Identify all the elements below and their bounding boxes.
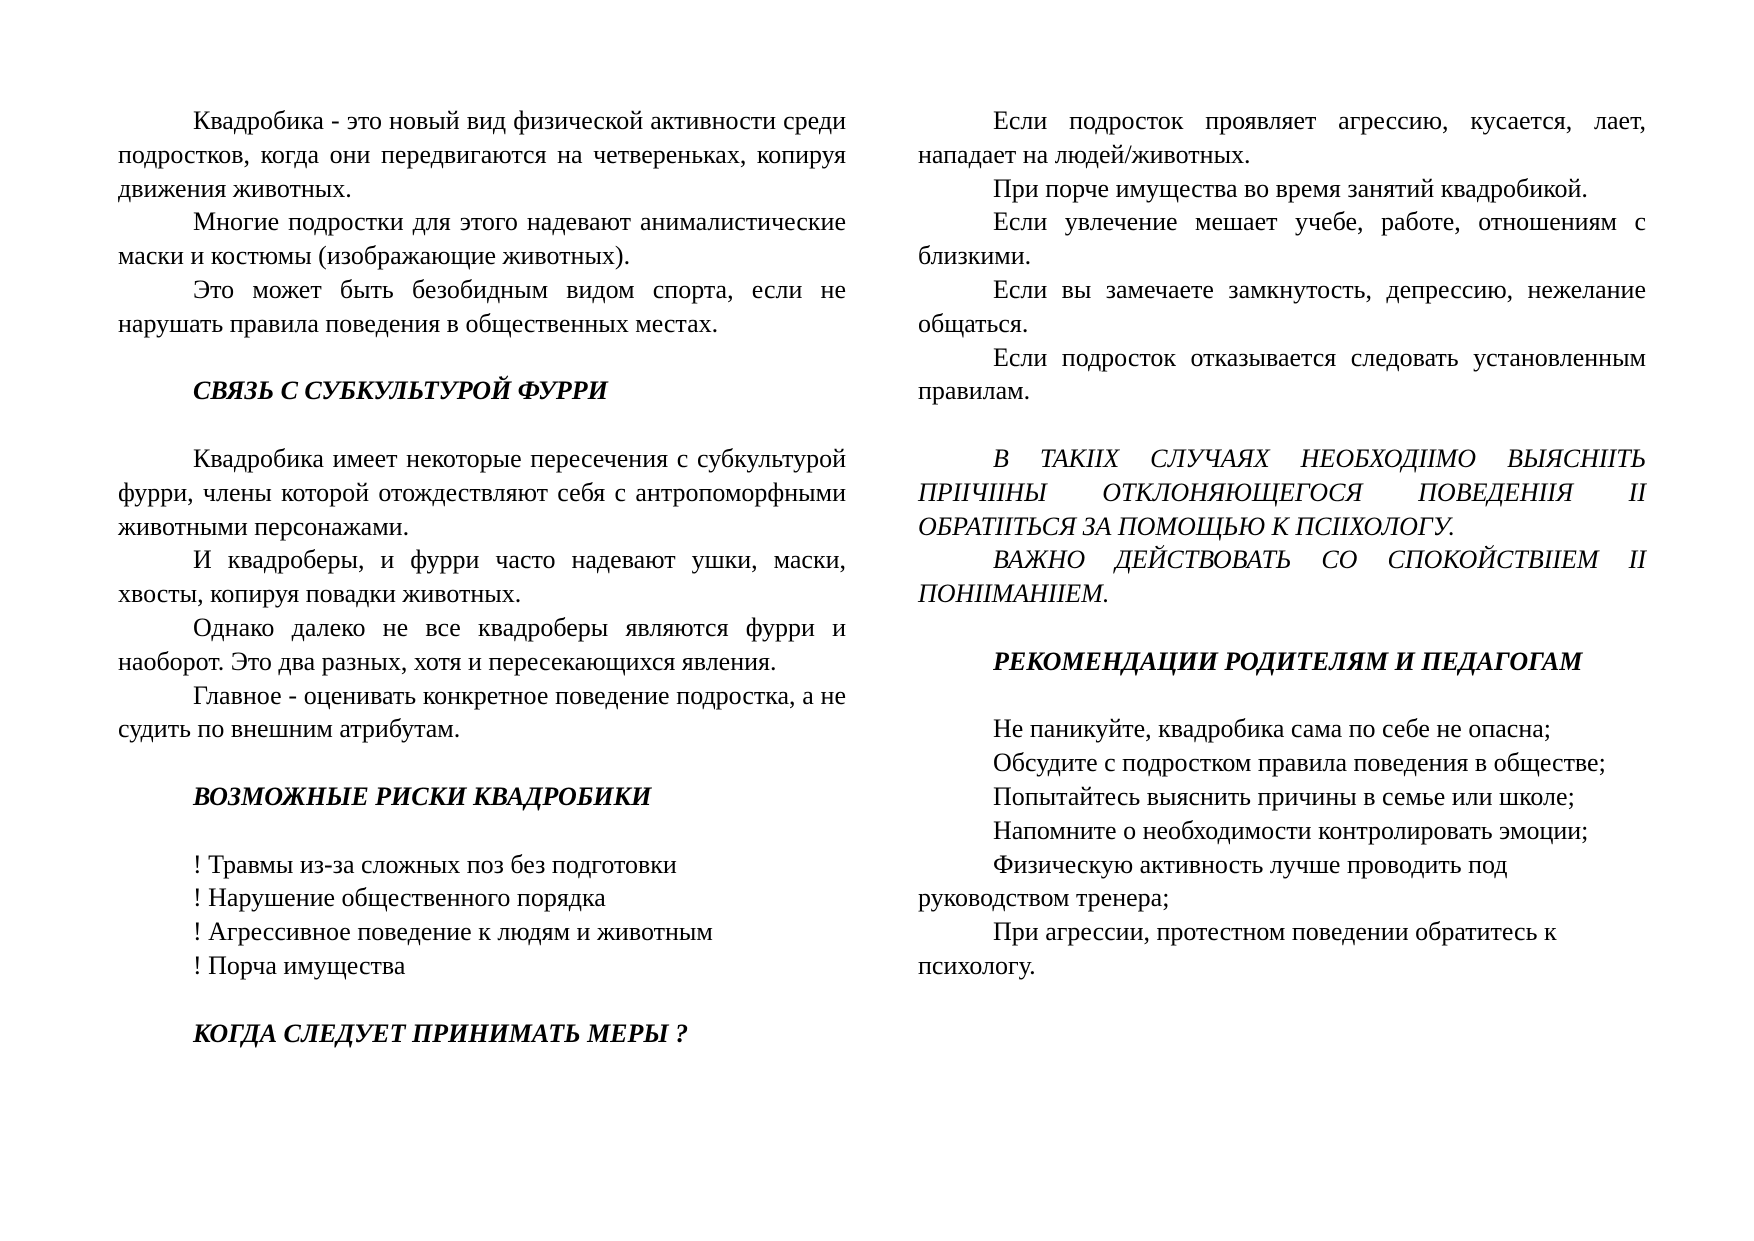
risk-item-1: ! Травмы из-за сложных поз без подготовки	[193, 849, 677, 879]
measure-paragraph-2: При порче имущества во время занятий квадробикой.	[993, 173, 1588, 203]
intro-paragraph-1: Квадробика - это новый вид физической активности среди подростков, когда они передвигаются на четвереньках, копируя движения животных.	[118, 106, 846, 203]
furry-paragraph-4: Главное - оценивать конкретное поведение подростка, а не судить по внешним атрибутам.	[118, 680, 846, 744]
measure-paragraph-4: Если вы замечаете замкнутость, депрессию, нежелание общаться.	[918, 274, 1646, 338]
callout-paragraph-2: ВАЖНО ДЕЙСТВОВАТЬ СО СПОКОЙСТВIIЕМ II ПОНIIМАНIIЕМ.	[918, 545, 1646, 609]
measure-paragraph-5: Если подросток отказывается следовать установленным правилам.	[918, 342, 1646, 406]
risks-heading: ВОЗМОЖНЫЕ РИСКИ КВАДРОБИКИ	[193, 781, 652, 811]
measures-heading: КОГДА СЛЕДУЕТ ПРИНИМАТЬ МЕРЫ ?	[193, 1018, 689, 1048]
left-column	[118, 104, 846, 1050]
furry-paragraph-2: И квадроберы, и фурри часто надевают ушки, маски, хвосты, копируя повадки животных.	[118, 545, 846, 609]
spacer	[118, 814, 846, 848]
recommendation-item-4: Напомните о необходимости контролировать эмоции;	[993, 815, 1589, 845]
spacer	[918, 611, 1646, 645]
callout-paragraph-1: В ТАКIIХ СЛУЧАЯХ НЕОБХОДIIМО ВЫЯСНIIТЬ ПРIIЧIIНЫ ОТКЛОНЯЮЩЕГОСЯ ПОВЕДЕНIIЯ II ОБРАТIIТЬСЯ ЗА ПОМОЩЬЮ К ПСIIХОЛОГУ.	[918, 443, 1646, 541]
recommendation-item-1: Не паникуйте, квадробика сама по себе не опасна;	[993, 714, 1552, 744]
furry-heading: СВЯЗЬ С СУБКУЛЬТУРОЙ ФУРРИ	[193, 376, 608, 406]
intro-paragraph-3: Это может быть безобидным видом спорта, если не нарушать правила поведения в общественных местах.	[118, 274, 846, 338]
risk-item-2: ! Нарушение общественного порядка	[193, 883, 606, 913]
spacer	[918, 408, 1646, 442]
furry-paragraph-1: Квадробика имеет некоторые пересечения с субкультурой фурри, члены которой отождествляют себя с антропоморфными животными персонажами.	[118, 443, 846, 541]
spacer	[118, 746, 846, 780]
right-column	[918, 104, 1646, 983]
measure-paragraph-1: Если подросток проявляет агрессию, кусается, лает, нападает на людей/животных.	[918, 106, 1646, 169]
furry-paragraph-3: Однако далеко не все квадроберы являются фурри и наоборот. Это два разных, хотя и пересекающихся явления.	[118, 612, 846, 676]
spacer	[118, 341, 846, 375]
recommendation-item-5: Физическую активность лучше проводить под руководством тренера;	[918, 849, 1508, 913]
recommendation-item-2: Обсудите с подростком правила поведения в обществе;	[993, 748, 1606, 778]
risk-item-4: ! Порча имущества	[193, 950, 406, 980]
measure-paragraph-3: Если увлечение мешает учебе, работе, отношениям с близкими.	[918, 207, 1646, 271]
spacer	[918, 679, 1646, 713]
recommendation-item-3: Попытайтесь выяснить причины в семье или школе;	[993, 781, 1575, 811]
intro-paragraph-2: Многие подростки для этого надевают анималистические маски и костюмы (изображающие животных).	[118, 207, 846, 271]
spacer	[118, 408, 846, 442]
recommendation-item-6: При агрессии, протестном поведении обратитесь к психологу.	[918, 917, 1557, 980]
risk-item-3: ! Агрессивное поведение к людям и животным	[193, 917, 713, 947]
spacer	[118, 983, 846, 1017]
recommendations-heading: РЕКОМЕНДАЦИИ РОДИТЕЛЯМ И ПЕДАГОГАМ	[993, 646, 1583, 676]
